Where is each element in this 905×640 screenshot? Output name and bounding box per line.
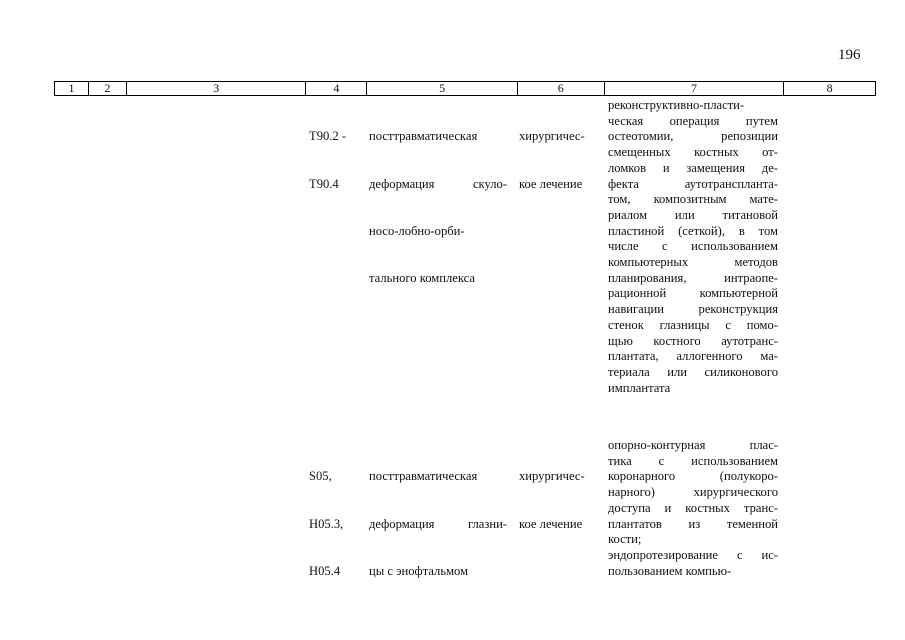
method-line: ломков и замещения де-: [608, 160, 778, 175]
method-line: имплантата: [608, 380, 671, 395]
method-line: опорно-контурная плас-: [608, 438, 778, 452]
method-line: нарного) хирургического: [608, 485, 778, 500]
method-line: реконструктивно-пласти-: [608, 98, 745, 112]
header-col-3: 3: [127, 82, 307, 95]
method-line: числе с использованием: [608, 239, 778, 254]
row-1-diagnosis: посттравматическая деформация скуло- носо-лобно-орби- тального комплекса: [369, 129, 507, 285]
row-1-method: [608, 98, 778, 396]
header-col-5: 5: [367, 82, 518, 95]
row-2-code: S05, H05.3, H05.4: [309, 469, 344, 578]
header-col-4: 4: [306, 82, 367, 95]
table-header-row: [54, 81, 876, 96]
method-line: том, композитным мате-: [608, 192, 778, 207]
method-line: пластиной (сеткой), в том: [608, 223, 778, 238]
header-col-7: 7: [605, 82, 785, 95]
method-line: пользованием компью-: [608, 563, 732, 578]
method-line: стенок глазницы с помо-: [608, 317, 778, 332]
method-line: кости;: [608, 532, 642, 547]
method-line: доступа и костных транс-: [608, 500, 778, 515]
method-line: плантатов из теменной: [608, 516, 778, 531]
method-line: навигации реконструкция: [608, 302, 778, 317]
method-line: щью костного аутотранс-: [608, 333, 778, 348]
method-line: остеотомии, репозиции: [608, 129, 778, 144]
method-line: териала или силиконового: [608, 364, 778, 379]
method-line: планирования, интраопе-: [608, 270, 778, 285]
method-line: плантата, аллогенного ма-: [608, 349, 778, 364]
header-col-8: 8: [826, 81, 833, 95]
header-col-2: 2: [89, 82, 127, 95]
method-line: рационной компьютерной: [608, 286, 778, 301]
row-2-method: [608, 438, 778, 579]
row-2-diagnosis: посттравматическая деформация глазни- цы с энофтальмом: [369, 469, 507, 578]
method-line: риалом или титановой: [608, 207, 778, 222]
header-col-6: 6: [518, 82, 605, 95]
row-1-treatment: хирургичес- кое лечение: [519, 129, 585, 191]
method-line: смещенных костных от-: [608, 145, 778, 160]
page-number: 196: [838, 47, 861, 63]
method-line: компьютерных методов: [608, 255, 778, 270]
method-line: эндопротезирование с ис-: [608, 547, 778, 562]
row-2-treatment: хирургичес- кое лечение: [519, 469, 585, 531]
row-1-code: T90.2 - T90.4: [309, 129, 347, 191]
method-line: фекта аутотрансплантa-: [608, 176, 778, 191]
method-line: ческая операция путем: [608, 113, 778, 128]
method-line: тика с использованием: [608, 453, 778, 468]
header-col-1: 1: [55, 82, 89, 95]
method-line: коронарного (полукоро-: [608, 469, 778, 484]
